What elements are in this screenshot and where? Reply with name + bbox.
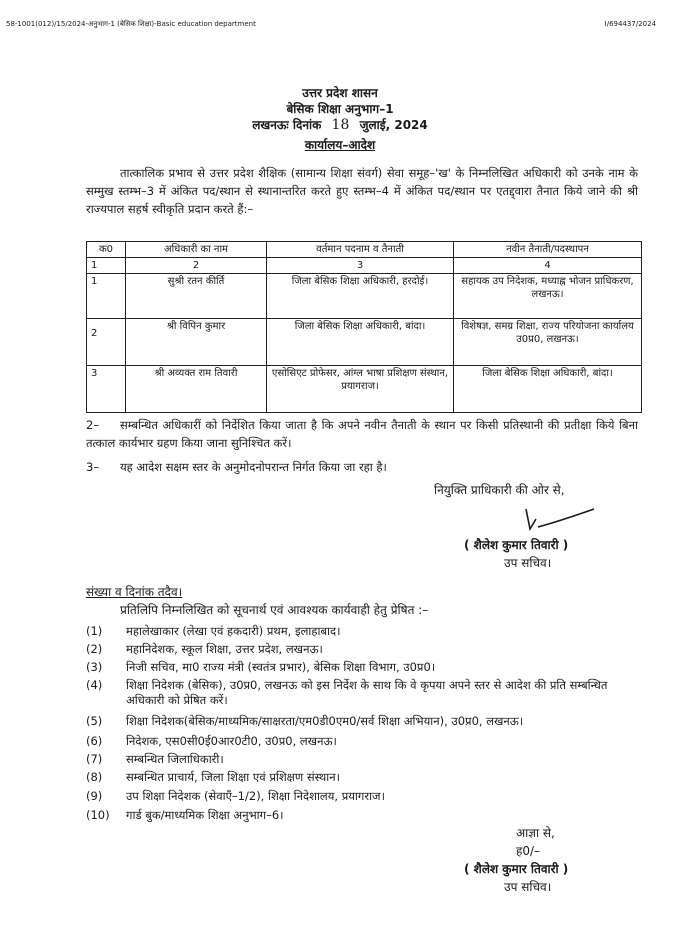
table-cell: 2 [87,319,126,366]
list-item [86,624,646,639]
paragraph-3-number: 3– [86,460,100,474]
cc-intro: प्रतिलिपि निम्नलिखित को सूचनार्थ एवं आवश्यक कार्यवाही हेतु प्रेषित :– [120,603,429,617]
date-month-year: जुलाई, 2024 [359,118,428,132]
list-item-number: (9) [86,789,103,803]
table-cell: एसोसिएट प्रोफेसर, आंग्ल भाषा प्रशिक्षण संस्थान, प्रयागराज। [267,366,454,413]
date-day: 18 [331,117,350,133]
list-item-text: गार्ड बुक/माध्यमिक शिक्षा अनुभाग–6। [126,808,284,822]
document-number: I/694437/2024 [604,20,656,28]
signatory-name-2: ( शैलेश कुमार तिवारी ) [464,862,569,876]
by-order-text: आज्ञा से, [516,826,555,840]
table-header-cell: अधिकारी का नाम [126,242,267,258]
paragraph-3 [86,458,638,476]
table-row [87,366,642,413]
table-cell: 3 [267,258,454,274]
table-cell: जिला बेसिक शिक्षा अधिकारी, बांदा। [267,319,454,366]
list-item [86,770,646,785]
list-item [86,714,646,729]
list-item [86,752,646,767]
table-header-cell: नवीन तैनाती/पदस्थापन [454,242,642,258]
table-cell: जिला बेसिक शिक्षा अधिकारी, बांदा। [454,366,642,413]
list-item-number: (7) [86,752,103,766]
list-item-number: (6) [86,734,103,748]
signatory-name: ( शैलेश कुमार तिवारी ) [464,538,569,552]
paragraph-2-number: 2– [86,418,100,432]
table-header-row [87,242,642,258]
file-reference: 58-1001(012)/15/2024-अनुभाग-1 (बेसिक शिक्षा)-Basic education department [6,20,256,28]
table-cell: विशेषज्ञ, समग्र शिक्षा, राज्य परियोजना कार्यालय उ0प्र0, लखनऊ। [454,319,642,366]
order-title-text: कार्यालय–आदेश [304,138,376,152]
signatory-designation-2: उप सचिव। [504,880,552,894]
place-date [0,118,680,132]
on-behalf-text: नियुक्ति प्राधिकारी की ओर से, [434,483,565,497]
list-item-number: (5) [86,714,103,728]
place-date-label: लखनऊः दिनांक [252,118,322,132]
table-cell: 1 [87,258,126,274]
list-item-text: शिक्षा निदेशक (बेसिक), उ0प्र0, लखनऊ को इस निर्देश के साथ कि वे कृपया अपने स्तर से आदेश की प्रति सम्बन्धित अधिकारी को प्रेषित करें। [126,678,608,707]
table-column-number-row [87,258,642,274]
list-item-text: निजी सचिव, मा0 राज्य मंत्री (स्वतंत्र प्रभार), बेसिक शिक्षा विभाग, उ0प्र0। [126,660,436,674]
list-item [86,734,646,749]
list-item [86,660,646,675]
government-heading: उत्तर प्रदेश शासन [302,86,378,100]
table-cell: 2 [126,258,267,274]
transfer-table [86,241,642,413]
table-cell: 4 [454,258,642,274]
list-item-text: सम्बन्धित प्राचार्य, जिला शिक्षा एवं प्रशिक्षण संस्थान। [126,770,340,784]
signed-mark: ह0/– [516,844,541,858]
list-item-number: (10) [86,808,110,822]
cc-heading: संख्या व दिनांक तदैव। [86,585,183,599]
section-heading: बेसिक शिक्षा अनुभाग–1 [286,102,394,116]
list-item-number: (1) [86,624,103,638]
list-item-text: उप शिक्षा निदेशक (सेवाएँ–1/2), शिक्षा निदेशालय, प्रयागराज। [126,789,385,803]
signatory-designation: उप सचिव। [504,556,552,570]
paragraph-2-text: सम्बन्धित अधिकारीं को निर्देशित किया जाता है कि अपने नवीन तैनाती के स्थान पर किसी प्रतिस्थानी की प्रतीक्षा किये बिना तत्काल कार्यभार ग्रहण किया जाना सुनिश्चित करें। [86,418,638,450]
list-item-number: (4) [86,678,103,692]
table-cell: श्री विपिन कुमार [126,319,267,366]
table-cell: सहायक उप निदेशक, मध्याह्न भोजन प्राधिकरण, लखनऊ। [454,274,642,319]
table-row [87,319,642,366]
signature-mark-icon [520,505,600,535]
list-item-number: (2) [86,642,103,656]
table-row [87,274,642,319]
paragraph-2 [86,416,638,452]
table-cell: 1 [87,274,126,319]
paragraph-3-text: यह आदेश सक्षम स्तर के अनुमोदनोपरान्त निर्गत किया जा रहा है। [120,460,387,474]
list-item [86,789,646,804]
list-item-text: महालेखाकार (लेखा एवं हकदारी) प्रथम, इलाहाबाद। [126,624,341,638]
list-item-number: (8) [86,770,103,784]
list-item-text: निदेशक, एस0सी0ई0आर0टी0, उ0प्र0, लखनऊ। [126,734,337,748]
list-item-number: (3) [86,660,103,674]
list-item-text: सम्बन्धित जिलाधिकारी। [126,752,224,766]
order-title [0,138,680,152]
list-item [86,678,646,708]
table-cell: सुश्री रतन कीर्ति [126,274,267,319]
table-cell: 3 [87,366,126,413]
list-item-text: शिक्षा निदेशक(बेसिक/माध्यमिक/साक्षरता/एम0डी0एम0/सर्व शिक्षा अभियान), उ0प्र0, लखनऊ। [126,714,524,728]
table-cell: जिला बेसिक शिक्षा अधिकारी, हरदोई। [267,274,454,319]
table-header-cell: वर्तमान पदनाम व तैनाती [267,242,454,258]
list-item-text: महानिदेशक, स्कूल शिक्षा, उत्तर प्रदेश, लखनऊ। [126,642,323,656]
list-item [86,642,646,657]
intro-paragraph [86,164,638,218]
table-header-cell: क0 [87,242,126,258]
table-cell: श्री अव्यक्त राम तिवारी [126,366,267,413]
intro-text: तात्कालिक प्रभाव से उत्तर प्रदेश शैक्षिक (सामान्य शिक्षा संवर्ग) सेवा समूह–'ख' के निम्नलिखित अधिकारी को उनके नाम के सम्मुख स्तम्भ–3 में अंकित पद/स्थान से स्थानान्तरित करते हुए स्तम्भ–4 में अंकित पद/स्थान पर एतद्द्वारा तैनात किये जाने की श्री राज्यपाल सहर्ष स्वीकृति प्रदान करते हैं:– [86,166,638,216]
list-item [86,808,646,823]
